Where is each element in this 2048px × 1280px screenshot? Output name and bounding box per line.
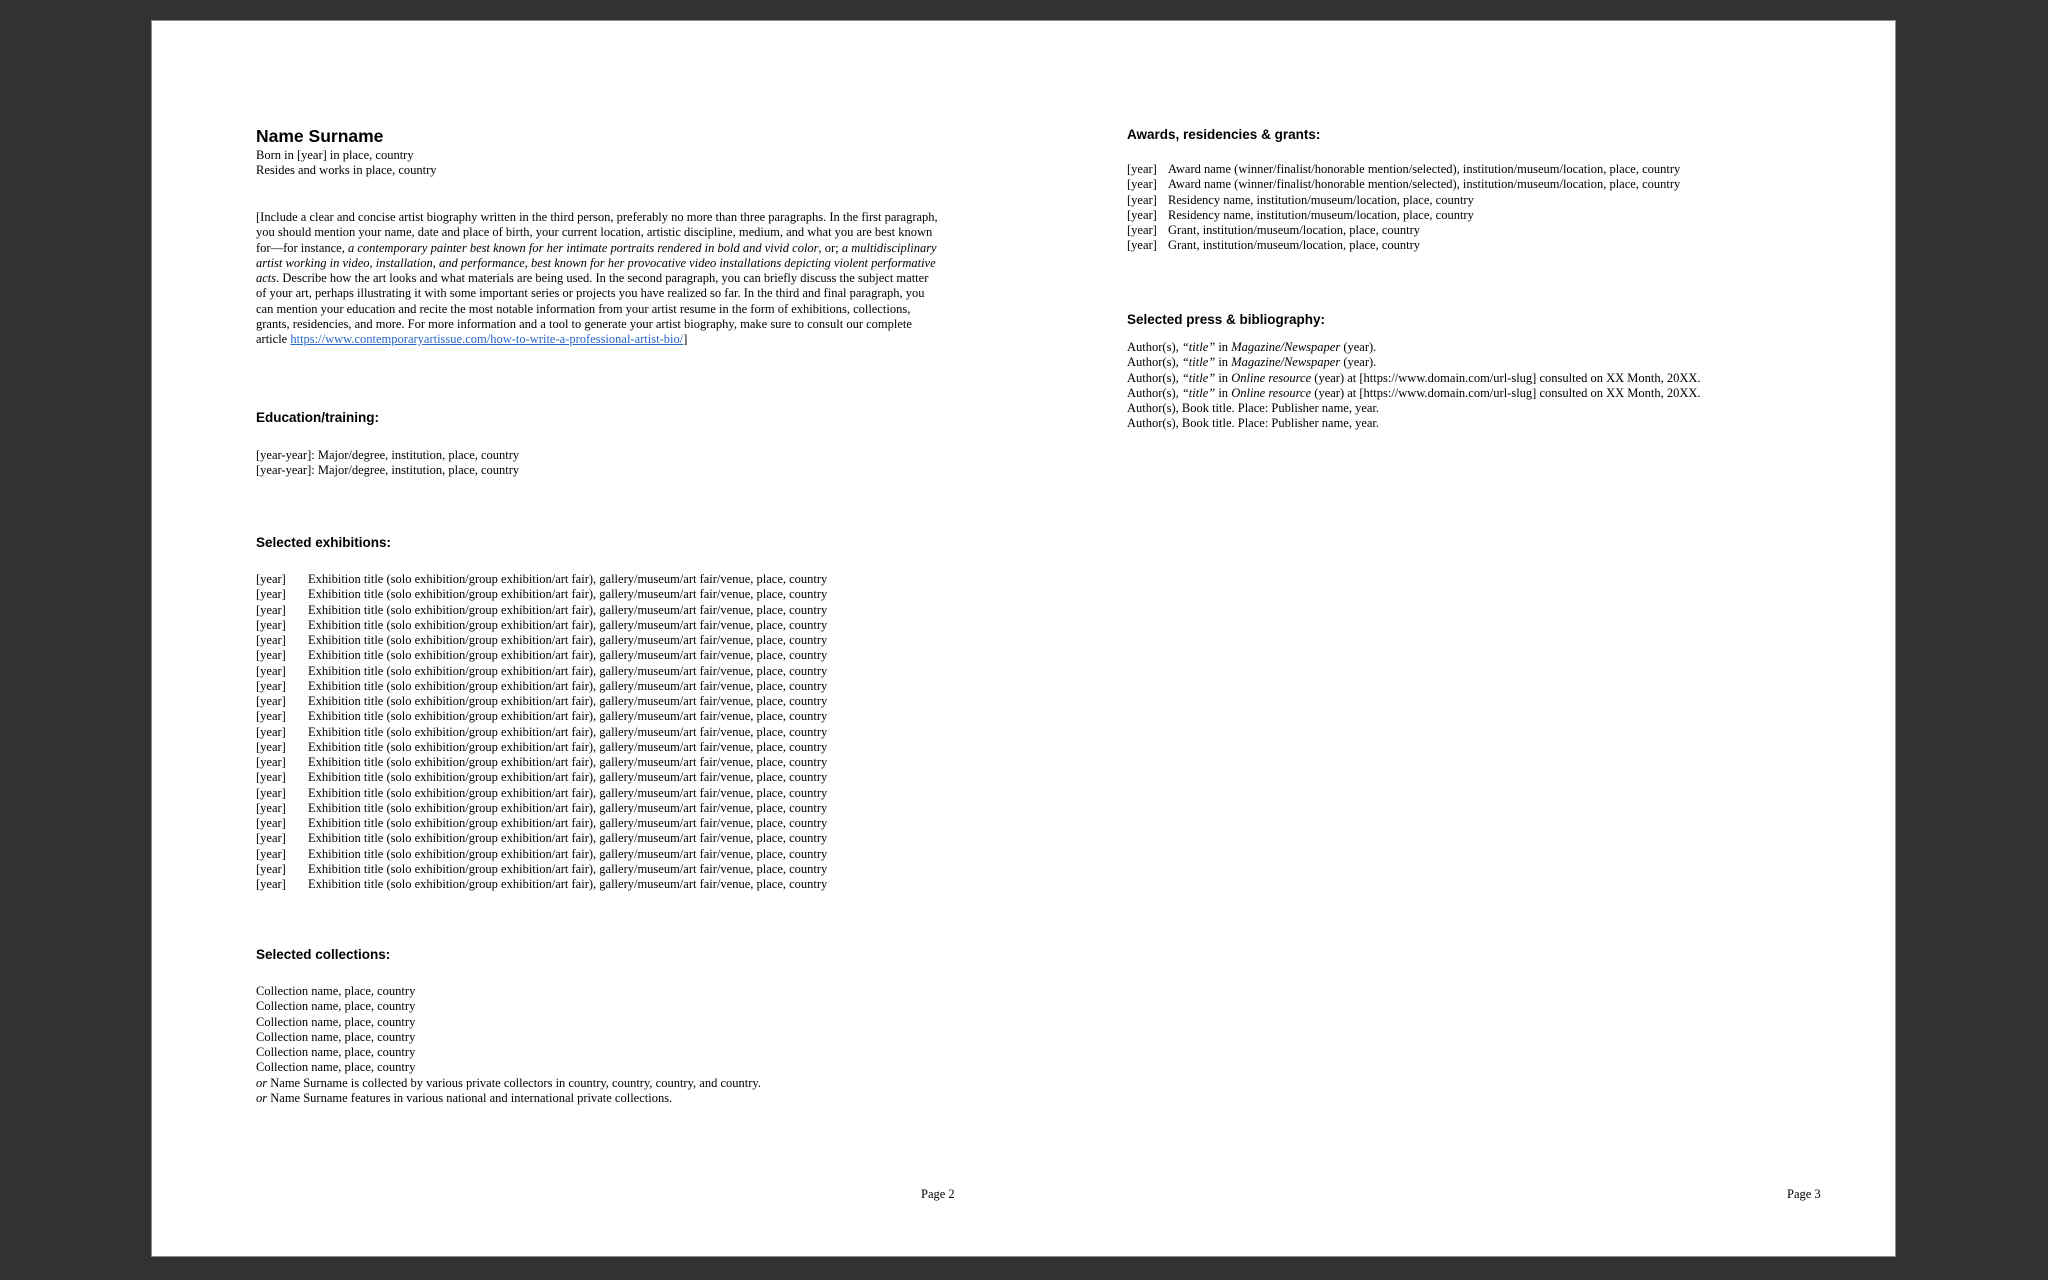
text-segment: in [1215, 355, 1232, 370]
award-item [1127, 238, 1680, 253]
text-segment: in [1215, 370, 1232, 385]
text-segment: Collection name, place, country [256, 1029, 416, 1044]
text-segment: Author(s), [1127, 370, 1182, 385]
text-segment: Collection name, place, country [256, 1014, 416, 1029]
exhibition-year: [year] [256, 800, 286, 815]
collection-item [256, 1060, 761, 1075]
exhibition-year: [year] [256, 785, 286, 800]
exhibition-text: Exhibition title (solo exhibition/group exhibition/art fair), gallery/museum/art fair/venue, place, country [308, 739, 828, 754]
text-segment: “title” [1181, 340, 1216, 354]
award-text: Residency name, institution/museum/location, place, country [1168, 192, 1474, 207]
collection-item [256, 1030, 761, 1045]
exhibition-text: Exhibition title (solo exhibition/group exhibition/art fair), gallery/museum/art fair/venue, place, country [308, 694, 828, 708]
exhibition-text: Exhibition title (solo exhibition/group exhibition/art fair), gallery/museum/art fair/venue, place, country [308, 617, 828, 632]
text-segment: Collection name, place, country [256, 999, 416, 1014]
exhibition-item [256, 770, 827, 785]
award-text: Award name (winner/finalist/honorable mention/selected), institution/museum/location, place, country [1168, 162, 1681, 176]
text-segment: a multidisciplinary artist working in video, installation, and performance, best known for her provocative video installations depicting violent performative acts [256, 240, 937, 285]
exhibition-item [256, 877, 827, 892]
text-segment: Name Surname features in various national and international private collections. [267, 1090, 673, 1105]
exhibition-year: [year] [256, 572, 286, 586]
text-segment: (year). [1340, 340, 1377, 354]
collections-list [256, 984, 761, 1106]
exhibition-year: [year] [256, 816, 286, 830]
collection-item [256, 1045, 761, 1060]
text-segment: in [1215, 385, 1232, 400]
exhibition-year: [year] [256, 846, 286, 861]
exhibition-text: Exhibition title (solo exhibition/group exhibition/art fair), gallery/museum/art fair/venue, place, country [308, 572, 828, 586]
text-segment: or [256, 1090, 268, 1105]
press-item [1127, 371, 1701, 386]
exhibition-year: [year] [256, 831, 286, 846]
press-item [1127, 401, 1701, 416]
text-segment: , or; [818, 240, 842, 255]
exhibition-item [256, 709, 827, 724]
text-segment: Magazine/Newspaper [1231, 340, 1341, 354]
award-text: Residency name, institution/museum/location, place, country [1168, 207, 1474, 222]
award-text: Grant, institution/museum/location, place, country [1168, 238, 1421, 253]
exhibition-text: Exhibition title (solo exhibition/group exhibition/art fair), gallery/museum/art fair/venue, place, country [308, 770, 828, 785]
exhibition-year: [year] [256, 648, 286, 663]
award-item [1127, 162, 1680, 177]
exhibition-item [256, 801, 827, 816]
award-text: Grant, institution/museum/location, place, country [1168, 223, 1421, 237]
page-2-footer: Page 2 [921, 1187, 955, 1201]
exhibition-item [256, 694, 827, 709]
exhibition-year: [year] [256, 694, 286, 708]
exhibition-text: Exhibition title (solo exhibition/group exhibition/art fair), gallery/museum/art fair/venue, place, country [308, 755, 828, 769]
exhibition-year: [year] [256, 587, 286, 602]
artist-bio-paragraph [256, 210, 940, 347]
exhibition-item [256, 755, 827, 770]
award-year: [year] [1127, 238, 1157, 253]
text-segment: “title” [1181, 385, 1216, 400]
document-sheet [152, 21, 1895, 1256]
text-segment: (year). [1340, 355, 1377, 370]
text-segment: “title” [1181, 370, 1216, 385]
exhibition-item [256, 740, 827, 755]
education-item: [year-year]: Major/degree, institution, place, country [256, 463, 520, 478]
press-item [1127, 416, 1701, 431]
award-item [1127, 208, 1680, 223]
exhibition-text: Exhibition title (solo exhibition/group exhibition/art fair), gallery/museum/art fair/venue, place, country [308, 709, 828, 724]
award-year: [year] [1127, 207, 1157, 222]
text-segment: or [256, 1075, 268, 1090]
award-year: [year] [1127, 223, 1157, 237]
collections-heading: Selected collections: [256, 947, 391, 962]
exhibition-year: [year] [256, 633, 286, 647]
collection-item [256, 1015, 761, 1030]
awards-list [1127, 162, 1680, 254]
text-segment: Collection name, place, country [256, 1045, 416, 1059]
text-segment: (year) at [https://www.domain.com/url-slug] consulted on XX Month, 20XX. [1311, 370, 1701, 385]
text-segment: Collection name, place, country [256, 984, 416, 998]
exhibition-year: [year] [256, 709, 286, 724]
awards-heading: Awards, residencies & grants: [1127, 127, 1321, 142]
exhibition-item [256, 786, 827, 801]
exhibition-year: [year] [256, 739, 286, 754]
text-segment: Collection name, place, country [256, 1060, 416, 1075]
artist-id-lines [256, 148, 437, 179]
exhibition-text: Exhibition title (solo exhibition/group exhibition/art fair), gallery/museum/art fair/venue, place, country [308, 602, 828, 617]
exhibition-year: [year] [256, 678, 286, 693]
exhibition-year: [year] [256, 602, 286, 617]
exhibition-year: [year] [256, 861, 286, 876]
exhibition-item [256, 664, 827, 679]
exhibition-item [256, 633, 827, 648]
text-segment: Name Surname is collected by various private collectors in country, country, country, and country. [267, 1075, 761, 1090]
exhibition-text: Exhibition title (solo exhibition/group exhibition/art fair), gallery/museum/art fair/venue, place, country [308, 800, 828, 815]
exhibition-text: Exhibition title (solo exhibition/group exhibition/art fair), gallery/museum/art fair/venue, place, country [308, 861, 828, 876]
press-heading: Selected press & bibliography: [1127, 312, 1326, 327]
text-segment: Author(s), [1127, 355, 1182, 370]
exhibition-text: Exhibition title (solo exhibition/group exhibition/art fair), gallery/museum/art fair/venue, place, country [308, 648, 828, 663]
exhibition-text: Exhibition title (solo exhibition/group exhibition/art fair), gallery/museum/art fair/venue, place, country [308, 587, 828, 602]
exhibition-item [256, 725, 827, 740]
exhibition-item [256, 816, 827, 831]
text-segment: “title” [1181, 355, 1216, 370]
text-segment: Author(s), [1127, 340, 1182, 354]
text-segment: . Describe how the art looks and what materials are being used. In the second paragraph, you can briefly discuss the subject matter of your art, perhaps illustrating it with some important series or projects you have realized so far. In the third and final paragraph, you can mention your education and recite the most notable information from your artist resume in the form of exhibitions, collections, grants, residencies, and more. For more information and a tool to generate your artist biography, make sure to consult our complete article [256, 271, 929, 346]
collection-item [256, 984, 761, 999]
exhibition-item [256, 648, 827, 663]
collection-item [256, 1076, 761, 1091]
exhibition-text: Exhibition title (solo exhibition/group exhibition/art fair), gallery/museum/art fair/venue, place, country [308, 831, 828, 846]
award-year: [year] [1127, 192, 1157, 207]
text-segment: in [1215, 340, 1232, 354]
education-list [256, 448, 519, 479]
exhibition-text: Exhibition title (solo exhibition/group exhibition/art fair), gallery/museum/art fair/venue, place, country [308, 724, 828, 739]
exhibition-text: Exhibition title (solo exhibition/group exhibition/art fair), gallery/museum/art fair/venue, place, country [308, 633, 828, 647]
collection-item [256, 999, 761, 1014]
exhibition-year: [year] [256, 877, 286, 891]
exhibition-item [256, 862, 827, 877]
resides-line: Resides and works in place, country [256, 163, 437, 178]
text-segment: Online resource [1231, 370, 1312, 385]
text-segment: Magazine/Newspaper [1231, 355, 1341, 370]
exhibition-item [256, 572, 827, 587]
exhibition-text: Exhibition title (solo exhibition/group exhibition/art fair), gallery/museum/art fair/venue, place, country [308, 663, 828, 678]
exhibition-year: [year] [256, 663, 286, 678]
born-line: Born in [year] in place, country [256, 148, 414, 162]
exhibition-item [256, 847, 827, 862]
press-list [1127, 340, 1701, 432]
text-segment: ] [683, 332, 688, 346]
text-segment: Author(s), [1127, 385, 1182, 400]
exhibition-item [256, 618, 827, 633]
exhibition-item [256, 679, 827, 694]
exhibition-item [256, 603, 827, 618]
award-year: [year] [1127, 162, 1157, 176]
exhibition-year: [year] [256, 770, 286, 785]
text-segment: [Include a clear and concise artist biography written in the third person, preferably no more than three paragraphs. In the first paragraph, you should mention your name, date and place of birth, your current location, artistic discipline, medium, and what you are best known for—for instance, [256, 210, 938, 255]
exhibition-item [256, 831, 827, 846]
award-year: [year] [1127, 177, 1157, 192]
text-segment: Author(s), Book title. Place: Publisher name, year. [1127, 401, 1380, 415]
text-segment: a contemporary painter best known for her intimate portraits rendered in bold and vivid color [347, 240, 819, 255]
press-item [1127, 340, 1701, 355]
award-item [1127, 193, 1680, 208]
artist-name-heading: Name Surname [256, 126, 384, 146]
exhibition-text: Exhibition title (solo exhibition/group exhibition/art fair), gallery/museum/art fair/venue, place, country [308, 785, 828, 800]
collection-item [256, 1091, 761, 1106]
exhibition-year: [year] [256, 617, 286, 632]
press-item [1127, 386, 1701, 401]
award-item [1127, 223, 1680, 238]
education-item: [year-year]: Major/degree, institution, place, country [256, 448, 520, 462]
exhibition-year: [year] [256, 755, 286, 769]
exhibition-text: Exhibition title (solo exhibition/group exhibition/art fair), gallery/museum/art fair/venue, place, country [308, 816, 828, 830]
exhibition-text: Exhibition title (solo exhibition/group exhibition/art fair), gallery/museum/art fair/venue, place, country [308, 877, 828, 891]
exhibition-text: Exhibition title (solo exhibition/group exhibition/art fair), gallery/museum/art fair/venue, place, country [308, 846, 828, 861]
text-segment: Online resource [1231, 385, 1312, 400]
education-heading: Education/training: [256, 410, 379, 425]
exhibition-year: [year] [256, 724, 286, 739]
text-segment: (year) at [https://www.domain.com/url-slug] consulted on XX Month, 20XX. [1311, 385, 1701, 400]
award-item [1127, 177, 1680, 192]
exhibitions-heading: Selected exhibitions: [256, 535, 392, 550]
press-item [1127, 355, 1701, 370]
exhibition-item [256, 587, 827, 602]
award-text: Award name (winner/finalist/honorable mention/selected), institution/museum/location, place, country [1168, 177, 1681, 192]
page-3-footer: Page 3 [1787, 1187, 1821, 1201]
bio-article-hyperlink[interactable]: https://www.contemporaryartissue.com/how-to-write-a-professional-artist-bio/ [290, 332, 684, 346]
text-segment: Author(s), Book title. Place: Publisher name, year. [1127, 416, 1380, 431]
exhibitions-list [256, 572, 827, 892]
exhibition-text: Exhibition title (solo exhibition/group exhibition/art fair), gallery/museum/art fair/venue, place, country [308, 678, 828, 693]
